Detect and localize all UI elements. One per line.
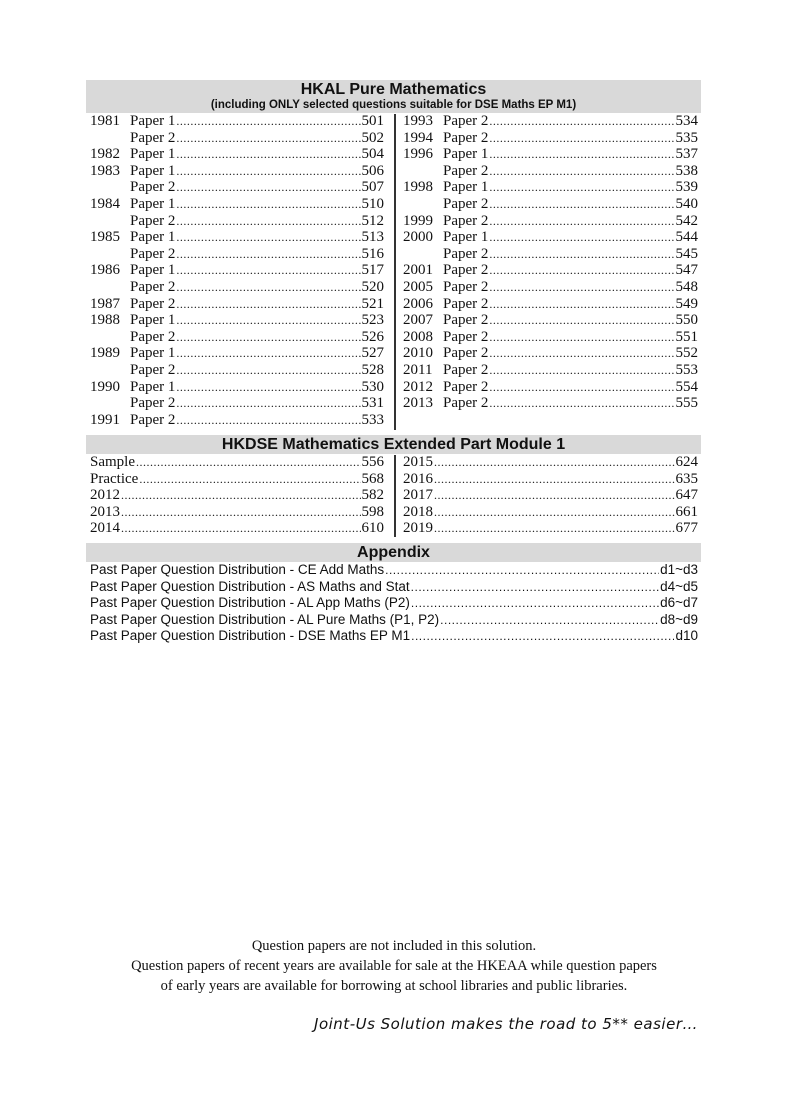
dot-leader [434,454,675,471]
toc-entry [403,312,698,329]
dot-leader [176,395,360,412]
dot-leader [489,246,674,263]
dot-leader [489,262,674,279]
entry-page: d10 [675,628,698,644]
entry-page: 548 [675,278,698,295]
footer-line: Question papers are not included in this solution. [251,938,537,954]
entry-page: 507 [361,179,384,196]
section-title: HKDSE Mathematics Extended Part Module 1 [221,436,566,453]
dot-leader [489,379,674,396]
entry-page: 533 [361,411,384,428]
entry-page: 547 [675,262,698,279]
toc-entry [90,562,698,579]
entry-page: 538 [675,162,698,179]
entry-label: Paper 2 [130,361,176,378]
dot-leader [176,362,360,379]
dot-leader [176,229,360,246]
entry-page: 527 [361,345,384,362]
dot-leader [489,163,674,180]
entry-label: Paper 2 [443,278,489,295]
toc-entry [403,454,698,471]
entry-year [403,196,443,213]
toc-entry [90,520,384,537]
entry-label: Paper 2 [130,278,176,295]
dot-leader [176,246,360,263]
dot-leader [121,487,361,504]
toc-entry [90,113,384,130]
dot-leader [139,471,360,488]
toc-entry [90,262,384,279]
entry-page: 554 [675,378,698,395]
column-divider [394,455,396,537]
entry-page: 517 [361,262,384,279]
entry-page: 551 [675,328,698,345]
toc-entry [403,146,698,163]
entry-label: 2017 [403,487,433,504]
entry-year [90,395,130,412]
dot-leader [489,395,674,412]
dot-leader [440,612,659,629]
dot-leader [176,213,360,230]
toc-entry [403,113,698,130]
entry-page: d4~d5 [660,578,698,594]
dot-leader [176,345,360,362]
entry-page: 504 [361,146,384,163]
entry-label: Practice [90,470,139,487]
entry-page: 526 [361,328,384,345]
entry-label: Past Paper Question Distribution - AL Pure Maths (P1, P2) [90,611,440,627]
footer-line: Question papers of recent years are available for sale at the HKEAA while question papers [131,958,657,974]
entry-page: 624 [675,454,698,470]
entry-label: Paper 1 [130,195,176,212]
dot-leader [176,296,360,313]
entry-page: 677 [675,520,698,537]
entry-year: 2011 [403,361,433,378]
toc-entry [90,579,698,596]
entry-year: 1985 [90,229,120,246]
toc-entry [403,246,698,263]
dot-leader [176,379,360,396]
entry-year: 1996 [403,146,433,163]
entry-page: 530 [361,378,384,395]
entry-page: 610 [361,520,384,537]
entry-year: 1999 [403,212,433,229]
entry-year: 2000 [403,229,433,246]
entry-label: Paper 2 [443,113,489,129]
entry-page: 556 [361,454,384,470]
toc-entry [403,163,698,180]
entry-label: Paper 1 [130,262,176,279]
entry-page: 552 [675,345,698,362]
entry-year: 1981 [90,113,120,129]
dot-leader [489,213,674,230]
entry-page: 647 [675,487,698,504]
toc-entry [90,595,698,612]
entry-label: Paper 1 [130,378,176,395]
dse-left-column [90,454,384,537]
toc-entry [90,628,698,645]
toc-entry [90,213,384,230]
column-divider [394,114,396,430]
toc-entry [403,395,698,412]
entry-label: 2016 [403,470,433,487]
entry-label: Paper 2 [443,129,489,146]
toc-entry [403,520,698,537]
dot-leader [176,130,360,147]
dot-leader [176,196,360,213]
entry-page: 516 [361,245,384,262]
entry-label: Paper 2 [443,395,489,412]
entry-page: 506 [361,162,384,179]
dot-leader [489,329,674,346]
toc-entry [90,487,384,504]
entry-year: 1984 [90,195,120,212]
entry-page: 582 [361,487,384,504]
entry-label: Paper 1 [130,345,176,362]
entry-label: Paper 2 [130,245,176,262]
entry-year: 1989 [90,345,120,362]
entry-label: Paper 1 [130,162,176,179]
entry-label: 2013 [90,503,120,520]
dot-leader [176,146,360,163]
toc-entry [403,262,698,279]
entry-year: 1998 [403,179,433,196]
entry-page: d1~d3 [660,562,698,577]
entry-label: 2019 [403,520,433,537]
entry-label: Paper 2 [130,395,176,412]
toc-entry [403,345,698,362]
dot-leader [176,312,360,329]
entry-label: Paper 2 [443,195,489,212]
entry-label: Paper 1 [443,179,489,196]
entry-page: 545 [675,245,698,262]
entry-label: 2015 [403,454,433,470]
entry-label: 2012 [90,487,120,504]
entry-year [90,279,130,296]
hkal-left-column [90,113,384,428]
entry-label: Paper 1 [443,229,489,246]
entry-label: Paper 2 [443,245,489,262]
dot-leader [121,520,361,537]
dot-leader [176,262,360,279]
dot-leader [411,579,659,596]
dot-leader [489,345,674,362]
footer-line: of early years are available for borrowing at school libraries and public libraries. [160,978,628,994]
entry-page: d8~d9 [660,611,698,627]
entry-page: 535 [675,129,698,146]
dot-leader [489,196,674,213]
toc-entry [90,312,384,329]
toc-entry [403,279,698,296]
entry-year: 1986 [90,262,120,279]
dot-leader [176,113,360,130]
toc-entry [403,196,698,213]
entry-year: 2012 [403,378,433,395]
entry-label: Paper 1 [130,146,176,163]
entry-label: Past Paper Question Distribution - DSE Maths EP M1 [90,628,411,644]
toc-entry [90,454,384,471]
toc-entry [90,130,384,147]
entry-page: 661 [675,503,698,520]
toc-entry [90,362,384,379]
toc-entry [90,229,384,246]
entry-year: 1988 [90,312,120,329]
toc-entry [403,179,698,196]
toc-entry [90,296,384,313]
section-header-appendix [86,543,701,562]
entry-label: Paper 2 [130,295,176,312]
entry-page: 553 [675,361,698,378]
entry-year: 1987 [90,295,120,312]
hkal-right-column [403,113,698,412]
entry-year: 2007 [403,312,433,329]
toc-entry [90,395,384,412]
entry-page: 598 [361,503,384,520]
entry-label: Paper 2 [443,262,489,279]
dot-leader [489,179,674,196]
entry-label: Paper 2 [130,328,176,345]
entry-year [403,163,443,180]
entry-page: d6~d7 [660,595,698,611]
entry-page: 523 [361,312,384,329]
entry-page: 568 [361,470,384,487]
section-subtitle: (including ONLY selected questions suitable for DSE Maths EP M1) [210,99,577,111]
dot-leader [434,471,675,488]
entry-page: 520 [361,278,384,295]
toc-entry [90,329,384,346]
entry-year: 1993 [403,113,433,129]
toc-entry [90,412,384,429]
entry-page: 501 [361,113,384,129]
entry-year: 2008 [403,328,433,345]
toc-entry [403,296,698,313]
entry-page: 549 [675,295,698,312]
section-header-hkal [86,80,701,113]
entry-year [90,213,130,230]
toc-entry [90,196,384,213]
entry-label: 2018 [403,503,433,520]
entry-label: Paper 2 [443,378,489,395]
entry-label: Paper 2 [130,411,176,428]
dot-leader [176,329,360,346]
entry-year: 1991 [90,411,120,428]
footer-note [0,936,788,996]
dot-leader [489,312,674,329]
entry-page: 512 [361,212,384,229]
toc-entry [90,379,384,396]
entry-page: 540 [675,195,698,212]
entry-label: Paper 2 [130,179,176,196]
toc-entry [403,213,698,230]
entry-label: Past Paper Question Distribution - CE Add Maths [90,562,385,577]
dot-leader [489,279,674,296]
toc-entry [90,163,384,180]
entry-label: Paper 2 [443,312,489,329]
entry-page: 635 [675,470,698,487]
entry-label: Paper 1 [130,312,176,329]
entry-label: Paper 2 [443,361,489,378]
entry-year: 1994 [403,129,433,146]
entry-label: 2014 [90,520,120,537]
dot-leader [176,179,360,196]
entry-year [90,246,130,263]
toc-entry [403,504,698,521]
dot-leader [489,130,674,147]
toc-entry [90,471,384,488]
entry-year [403,246,443,263]
entry-label: Paper 2 [130,129,176,146]
dot-leader [489,113,674,130]
entry-label: Paper 2 [443,212,489,229]
entry-page: 513 [361,229,384,246]
toc-entry [403,362,698,379]
entry-year [90,130,130,147]
toc-entry [403,487,698,504]
toc-entry [403,379,698,396]
entry-year: 2013 [403,395,433,412]
tagline: Joint-Us Solution makes the road to 5** easier… [314,1015,698,1033]
dot-leader [411,628,674,645]
toc-entry [90,179,384,196]
entry-label: Paper 2 [130,212,176,229]
entry-year: 2001 [403,262,433,279]
toc-entry [403,229,698,246]
entry-label: Paper 1 [130,113,176,129]
entry-year: 1990 [90,378,120,395]
entry-label: Paper 1 [443,146,489,163]
entry-label: Paper 2 [443,295,489,312]
entry-page: 550 [675,312,698,329]
section-title: HKAL Pure Mathematics [300,81,487,98]
entry-label: Past Paper Question Distribution - AS Maths and Stat [90,578,410,594]
entry-label: Paper 2 [443,162,489,179]
dot-leader [176,412,360,429]
entry-label: Sample [90,454,135,470]
dot-leader [176,163,360,180]
dot-leader [385,562,659,579]
toc-entry [90,345,384,362]
entry-page: 502 [361,129,384,146]
toc-entry [90,279,384,296]
entry-year: 2010 [403,345,433,362]
entry-year [90,179,130,196]
entry-page: 555 [675,395,698,412]
entry-page: 542 [675,212,698,229]
dot-leader [434,504,675,521]
entry-label: Paper 1 [130,229,176,246]
dot-leader [489,146,674,163]
toc-entry [90,504,384,521]
entry-year: 1982 [90,146,120,163]
dse-right-column [403,454,698,537]
toc-entry [403,471,698,488]
toc-entry [403,130,698,147]
dot-leader [489,362,674,379]
entry-page: 521 [361,295,384,312]
dot-leader [434,487,675,504]
toc-entry [90,246,384,263]
toc-entry [90,146,384,163]
dot-leader [489,229,674,246]
entry-page: 528 [361,361,384,378]
entry-page: 531 [361,395,384,412]
entry-label: Paper 2 [443,328,489,345]
entry-year: 2006 [403,295,433,312]
dot-leader [489,296,674,313]
entry-page: 539 [675,179,698,196]
dot-leader [121,504,361,521]
section-header-dse [86,435,701,454]
entry-page: 544 [675,229,698,246]
entry-year [90,329,130,346]
dot-leader [411,595,659,612]
entry-page: 510 [361,195,384,212]
dot-leader [176,279,360,296]
entry-page: 537 [675,146,698,163]
toc-entry [90,612,698,629]
entry-year: 2005 [403,278,433,295]
entry-label: Paper 2 [443,345,489,362]
entry-year [90,362,130,379]
entry-year: 1983 [90,162,120,179]
entry-page: 534 [675,113,698,129]
toc-entry [403,329,698,346]
appendix-list [90,562,698,645]
section-title: Appendix [357,544,430,561]
dot-leader [136,454,361,471]
dot-leader [434,520,675,537]
entry-label: Past Paper Question Distribution - AL App Maths (P2) [90,595,410,611]
